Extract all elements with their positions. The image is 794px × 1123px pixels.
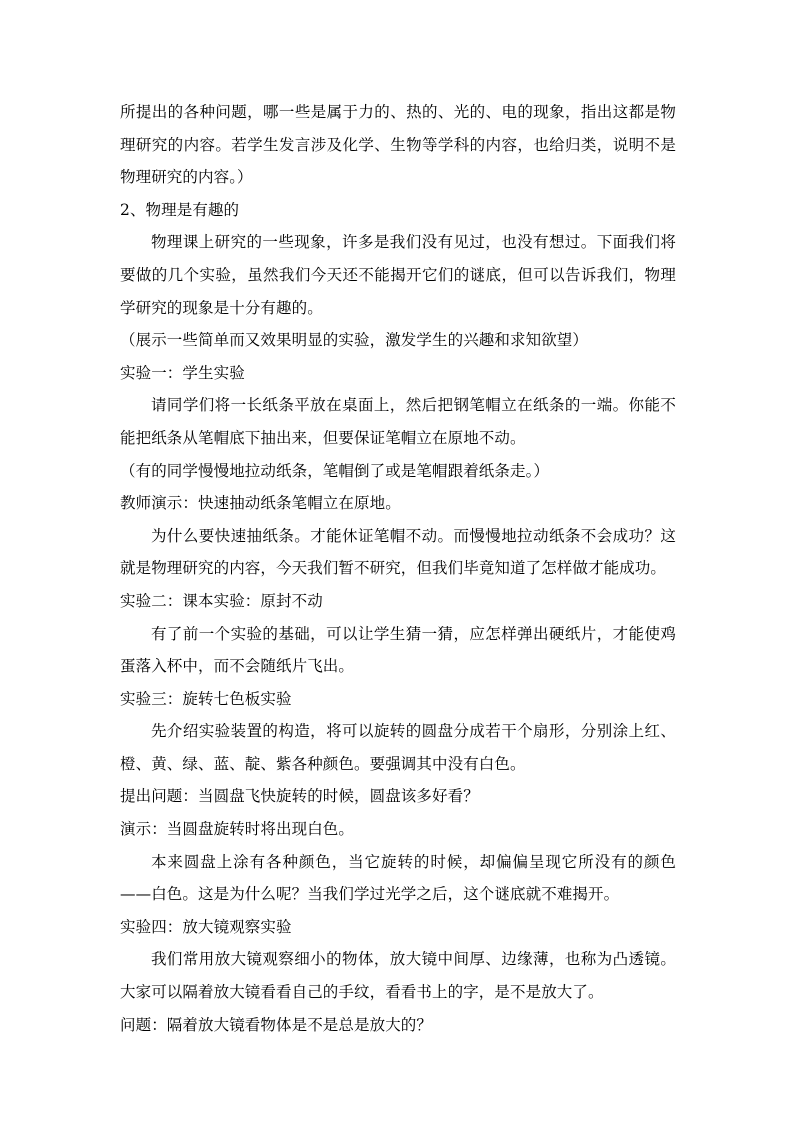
section-heading-physics-is-interesting: 2、物理是有趣的 bbox=[120, 200, 240, 219]
paragraph-experiment-one: 请同学们将一长纸条平放在桌面上，然后把钢笔帽立在纸条的一端。你能不能把纸条从笔帽底下抽出来，但要保证笔帽立在原地不动。 bbox=[120, 396, 676, 447]
paragraph-physics-phenomena: 物理课上研究的一些现象，许多是我们没有见过，也没有想过。下面我们将要做的几个实验，虽然我们今天还不能揭开它们的谜底，但可以告诉我们，物理学研究的现象是十分有趣的。 bbox=[120, 233, 676, 317]
experiment-four-heading: 实验四：放大镜观察实验 bbox=[120, 917, 292, 936]
paragraph-demo-note: （展示一些简单而又效果明显的实验，激发学生的兴趣和求知欲望） bbox=[120, 331, 589, 350]
paragraph-question-disc: 提出问题：当圆盘飞快旋转的时候，圆盘该多好看？ bbox=[120, 787, 479, 806]
paragraph-experiment-one-note: （有的同学慢慢地拉动纸条，笔帽倒了或是笔帽跟着纸条走。） bbox=[120, 461, 550, 480]
paragraph-experiment-three-explanation: 本来圆盘上涂有各种颜色，当它旋转的时候，却偏偏呈现它所没有的颜色——白色。这是为什么呢？当我们学过光学之后，这个谜底就不难揭开。 bbox=[120, 852, 676, 904]
paragraph-experiment-one-explanation: 为什么要快速抽纸条。才能休证笔帽不动。而慢慢地拉动纸条不会成功？这就是物理研究的内容，今天我们暂不研究，但我们毕竟知道了怎样做才能成功。 bbox=[120, 526, 676, 578]
paragraph-experiment-two: 有了前一个实验的基础，可以让学生猜一猜，应怎样弹出硬纸片，才能使鸡蛋落入杯中，而不会随纸片飞出。 bbox=[120, 624, 676, 676]
paragraph-experiment-three: 先介绍实验装置的构造，将可以旋转的圆盘分成若干个扇形，分别涂上红、橙、黄、绿、蓝、靛、紫各种颜色。要强调其中没有白色。 bbox=[120, 722, 676, 773]
paragraph-question-magnifier: 问题：隔着放大镜看物体是不是总是放大的？ bbox=[120, 1015, 433, 1034]
paragraph-experiment-four: 我们常用放大镜观察细小的物体，放大镜中间厚、边缘薄，也称为凸透镜。大家可以隔着放大镜看看自己的手纹，看看书上的字，是不是放大了。 bbox=[120, 950, 676, 1002]
document-body bbox=[120, 96, 676, 1041]
paragraph-intro-continuation: 所提出的各种问题，哪一些是属于力的、热的、光的、电的现象，指出这都是物理研究的内容。若学生发言涉及化学、生物等学科的内容，也给归类，说明不是物理研究的内容。） bbox=[120, 103, 676, 187]
experiment-three-heading: 实验三：旋转七色板实验 bbox=[120, 689, 292, 708]
experiment-one-heading: 实验一：学生实验 bbox=[120, 363, 245, 382]
experiment-two-heading: 实验二：课本实验：原封不动 bbox=[120, 591, 323, 610]
paragraph-demo-white: 演示：当圆盘旋转时将出现白色。 bbox=[120, 820, 355, 839]
paragraph-teacher-demo: 教师演示：快速抽动纸条笔帽立在原地。 bbox=[120, 494, 401, 513]
